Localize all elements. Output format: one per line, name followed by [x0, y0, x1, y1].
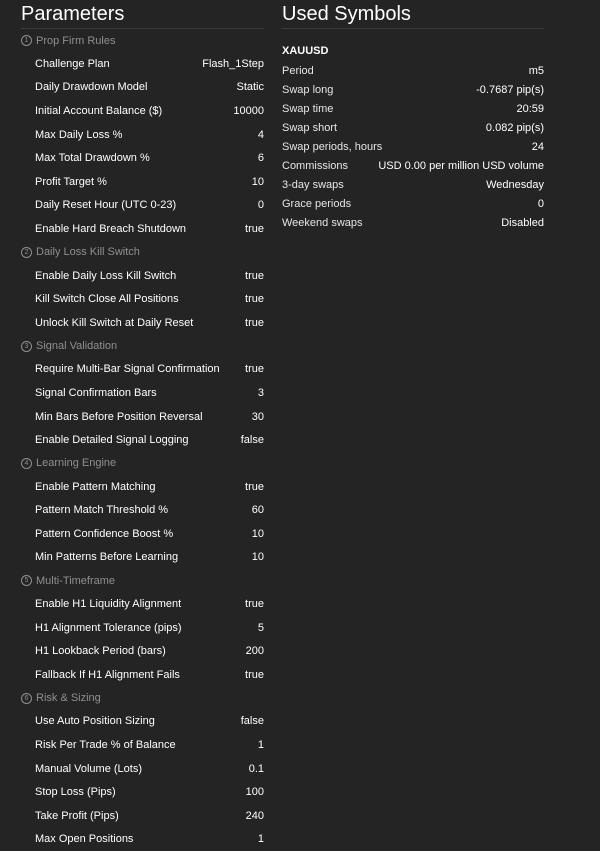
parameter-label: Use Auto Position Sizing [35, 715, 155, 728]
parameter-value: 1 [257, 739, 264, 752]
symbol-property-row [282, 80, 544, 99]
parameter-row[interactable] [0, 804, 268, 828]
group-number-icon: 5 [21, 575, 32, 586]
group-number-icon: 6 [21, 693, 32, 704]
group-name: Risk & Sizing [36, 692, 101, 705]
parameter-row[interactable] [0, 146, 268, 170]
parameter-groups [0, 29, 268, 851]
parameter-label: Signal Confirmation Bars [35, 386, 157, 399]
symbol-property-row [282, 194, 544, 213]
group-name: Signal Validation [36, 340, 118, 353]
parameter-row[interactable] [0, 428, 268, 452]
parameter-label: Kill Switch Close All Positions [35, 293, 179, 306]
parameter-row[interactable] [0, 546, 268, 570]
group-header[interactable] [0, 687, 268, 710]
parameter-label: Unlock Kill Switch at Daily Reset [35, 316, 194, 329]
symbol-property-row [282, 118, 544, 137]
parameter-row[interactable] [0, 592, 268, 616]
parameter-label: Enable H1 Liquidity Alignment [35, 598, 182, 611]
parameter-label: Daily Reset Hour (UTC 0-23) [35, 199, 177, 212]
symbol-property-label: Grace periods [282, 197, 352, 210]
symbol-property-value: 0.082 pip(s) [485, 121, 544, 134]
parameter-label: Initial Account Balance ($) [35, 104, 163, 117]
parameter-value: 100 [245, 786, 264, 799]
symbol-property-row [282, 137, 544, 156]
group-name: Learning Engine [36, 457, 117, 470]
parameter-label: Risk Per Trade % of Balance [35, 739, 176, 752]
parameters-title: Parameters [21, 3, 125, 25]
parameter-label: Manual Volume (Lots) [35, 762, 142, 775]
parameter-row[interactable] [0, 828, 268, 851]
parameter-value: true [245, 269, 264, 282]
group-name: Daily Loss Kill Switch [36, 246, 140, 259]
symbol-property-value: 24 [531, 140, 544, 153]
parameter-row[interactable] [0, 616, 268, 640]
symbol-property-value: m5 [528, 64, 544, 77]
symbol-property-value: 0 [537, 197, 544, 210]
parameter-label: Min Bars Before Position Reversal [35, 410, 203, 423]
symbol-property-row [282, 61, 544, 80]
group-name: Multi-Timeframe [36, 574, 116, 587]
parameter-row[interactable] [0, 475, 268, 499]
parameter-label: Min Patterns Before Learning [35, 551, 179, 564]
symbol-property-row [282, 213, 544, 232]
symbol-property-label: Swap long [282, 83, 334, 96]
parameter-value: 10000 [233, 104, 264, 117]
used-symbols-title: Used Symbols [282, 3, 411, 25]
parameter-label: Max Open Positions [35, 833, 134, 846]
parameter-value: 1 [257, 833, 264, 846]
parameter-label: Take Profit (Pips) [35, 809, 119, 822]
parameter-label: Stop Loss (Pips) [35, 786, 116, 799]
parameter-value: true [245, 316, 264, 329]
parameter-label: H1 Alignment Tolerance (pips) [35, 621, 182, 634]
parameter-value: 0 [257, 199, 264, 212]
parameter-label: Enable Pattern Matching [35, 480, 156, 493]
parameter-value: 200 [245, 645, 264, 658]
parameter-row[interactable] [0, 663, 268, 687]
parameter-row[interactable] [0, 358, 268, 382]
parameter-row[interactable] [0, 757, 268, 781]
symbol-property-label: Swap periods, hours [282, 140, 383, 153]
parameter-value: 10 [251, 527, 264, 540]
symbol-property-row [282, 175, 544, 194]
symbol-property-value: Disabled [501, 216, 544, 229]
parameter-value: 6 [257, 152, 264, 165]
group-number-icon: 3 [21, 341, 32, 352]
parameter-label: H1 Lookback Period (bars) [35, 645, 166, 658]
parameter-row[interactable] [0, 194, 268, 218]
parameter-row[interactable] [0, 733, 268, 757]
symbol-property-value: -0.7687 pip(s) [476, 83, 544, 96]
group-header[interactable] [0, 452, 268, 475]
group-number-icon: 2 [21, 247, 32, 258]
symbol-property-value: USD 0.00 per million USD volume [378, 159, 544, 172]
parameter-value: true [245, 363, 264, 376]
group-header[interactable] [0, 29, 268, 52]
parameter-label: Fallback If H1 Alignment Fails [35, 668, 180, 681]
parameter-value: true [245, 222, 264, 235]
parameter-value: 4 [257, 128, 264, 141]
parameter-value: 0.1 [248, 762, 264, 775]
title-divider [282, 28, 544, 29]
parameter-row[interactable] [0, 287, 268, 311]
parameter-label: Pattern Match Threshold % [35, 504, 169, 517]
parameter-label: Enable Hard Breach Shutdown [35, 222, 187, 235]
parameter-row[interactable] [0, 381, 268, 405]
parameter-row[interactable] [0, 405, 268, 429]
parameter-label: Profit Target % [35, 175, 107, 188]
parameter-row[interactable] [0, 217, 268, 241]
parameter-label: Daily Drawdown Model [35, 81, 148, 94]
parameter-value: true [245, 598, 264, 611]
parameter-label: Max Total Drawdown % [35, 152, 150, 165]
symbol-property-label: Commissions [282, 159, 349, 172]
parameter-label: Enable Detailed Signal Logging [35, 434, 189, 447]
symbol-properties [282, 61, 544, 232]
symbol-property-label: 3-day swaps [282, 178, 344, 191]
parameter-value: Static [236, 81, 264, 94]
symbol-property-label: Swap time [282, 102, 334, 115]
parameter-label: Enable Daily Loss Kill Switch [35, 269, 177, 282]
parameter-value: Flash_1Step [202, 57, 264, 70]
parameter-value: true [245, 293, 264, 306]
symbol-property-label: Swap short [282, 121, 338, 134]
symbol-property-value: Wednesday [486, 178, 544, 191]
parameter-row[interactable] [0, 99, 268, 123]
parameter-row[interactable] [0, 123, 268, 147]
used-symbols-panel [282, 0, 544, 232]
parameters-panel [0, 0, 268, 851]
parameter-label: Pattern Confidence Boost % [35, 527, 174, 540]
symbol-property-row [282, 156, 544, 175]
parameter-row[interactable] [0, 710, 268, 734]
parameter-value: 10 [251, 551, 264, 564]
group-number-icon: 1 [21, 35, 32, 46]
parameter-value: 5 [257, 621, 264, 634]
group-name: Prop Firm Rules [36, 34, 116, 47]
parameter-row[interactable] [0, 311, 268, 335]
symbol-name: XAUUSD [282, 45, 329, 57]
group-number-icon: 4 [21, 458, 32, 469]
parameter-value: false [240, 715, 264, 728]
symbol-property-label: Period [282, 64, 314, 77]
group-header[interactable] [0, 335, 268, 358]
parameter-value: true [245, 480, 264, 493]
parameter-value: 240 [245, 809, 264, 822]
group-header[interactable] [0, 569, 268, 592]
symbol-property-row [282, 99, 544, 118]
group-header[interactable] [0, 241, 268, 264]
parameter-row[interactable] [0, 639, 268, 663]
parameter-value: 30 [251, 410, 264, 423]
parameter-label: Require Multi-Bar Signal Confirmation [35, 363, 220, 376]
parameter-row[interactable] [0, 499, 268, 523]
parameter-row[interactable] [0, 170, 268, 194]
parameter-row[interactable] [0, 52, 268, 76]
parameter-value: 3 [257, 386, 264, 399]
parameter-value: false [240, 434, 264, 447]
parameter-value: 60 [251, 504, 264, 517]
parameter-row[interactable] [0, 76, 268, 100]
parameter-label: Challenge Plan [35, 57, 110, 70]
parameter-value: 10 [251, 175, 264, 188]
parameter-value: true [245, 668, 264, 681]
parameter-label: Max Daily Loss % [35, 128, 123, 141]
symbol-property-label: Weekend swaps [282, 216, 363, 229]
parameter-row[interactable] [0, 780, 268, 804]
parameter-row[interactable] [0, 264, 268, 288]
symbol-property-value: 20:59 [516, 102, 544, 115]
parameter-row[interactable] [0, 522, 268, 546]
